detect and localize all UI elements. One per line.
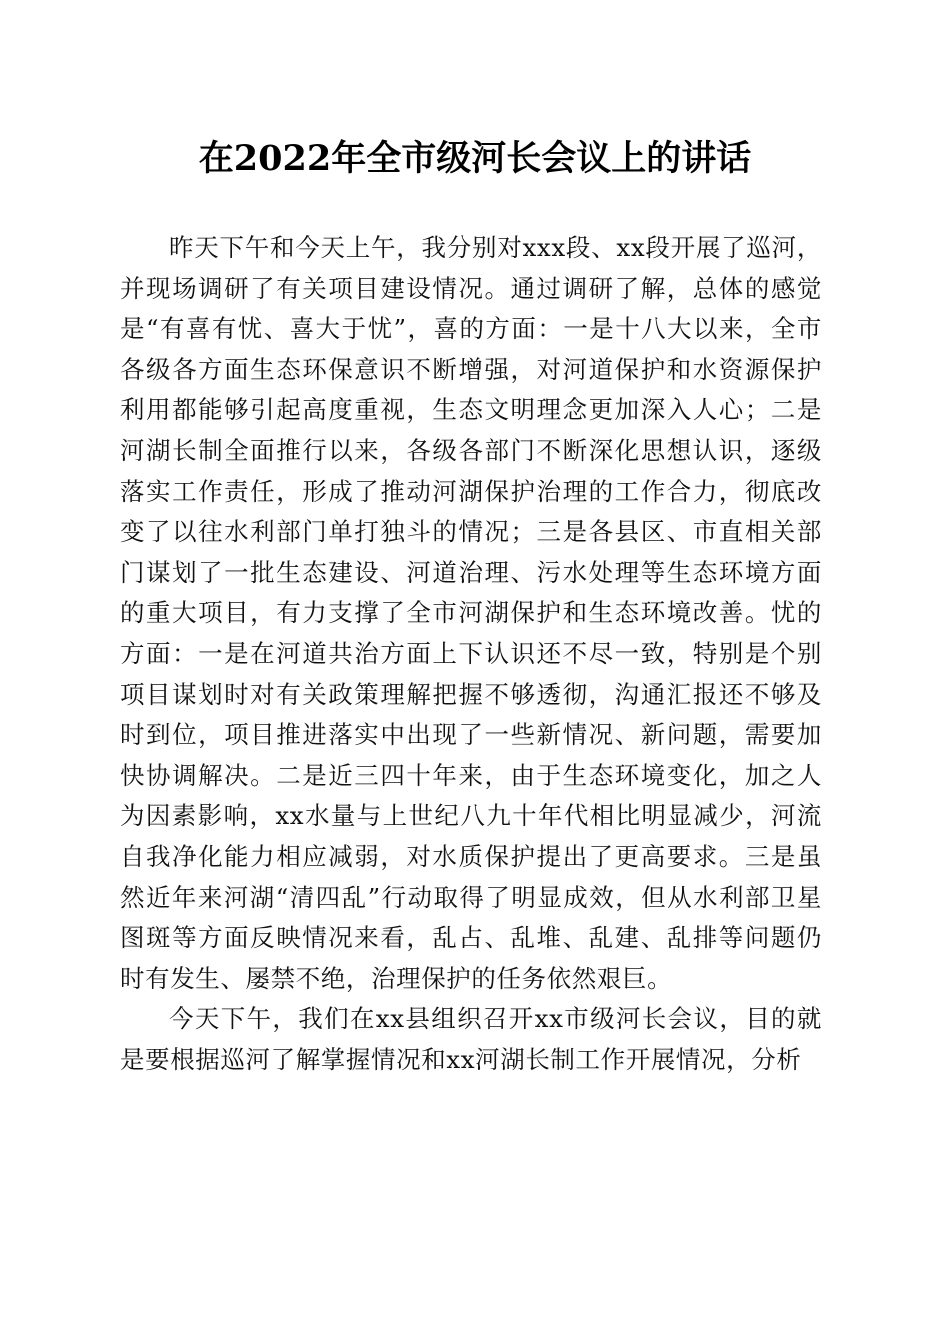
paragraph-inspection-findings: 昨天下午和今天上午，我分别对xxx段、xx段开展了巡河，并现场调研了有关项目建设情况。通过调研了解，总体的感觉是“有喜有忧、喜大于忧”，喜的方面：一是十八大以来，全市各级各方面生态环保意识不断增强，对河道保护和水资源保护利用都能够引起高度重视，生态文明理念更加深入人心；二是河湖长制全面推行以来，各级各部门不断深化思想认识，逐级落实工作责任，形成了推动河湖保护治理的工作合力，彻底改变了以往水利部门单打独斗的情况；三是各县区、市直相关部门谋划了一批生态建设、河道治理、污水处理等生态环境方面的重大项目，有力支撑了全市河湖保护和生态环境改善。忧的方面：一是在河道共治方面上下认识还不尽一致，特别是个别项目谋划时对有关政策理解把握不够透彻，沟通汇报还不够及时到位，项目推进落实中出现了一些新情况、新问题，需要加快协调解决。二是近三四十年来，由于生态环境变化，加之人为因素影响，xx水量与上世纪八九十年代相比明显减少，河流自我净化能力相应减弱，对水质保护提出了更高要求。三是虽然近年来河湖“清四乱”行动取得了明显成效，但从水利部卫星图斑等方面反映情况来看，乱占、乱堆、乱建、乱排等问题仍时有发生、屡禁不绝，治理保护的任务依然艰巨。	[120, 233, 822, 993]
paragraph-meeting-purpose: 今天下午，我们在xx县组织召开xx市级河长会议，目的就是要根据巡河了解掌握情况和xx河湖长制工作开展情况，分析	[120, 1004, 822, 1074]
document-body	[120, 228, 822, 1080]
document-title: 在2022年全市级河长会议上的讲话	[198, 138, 752, 179]
